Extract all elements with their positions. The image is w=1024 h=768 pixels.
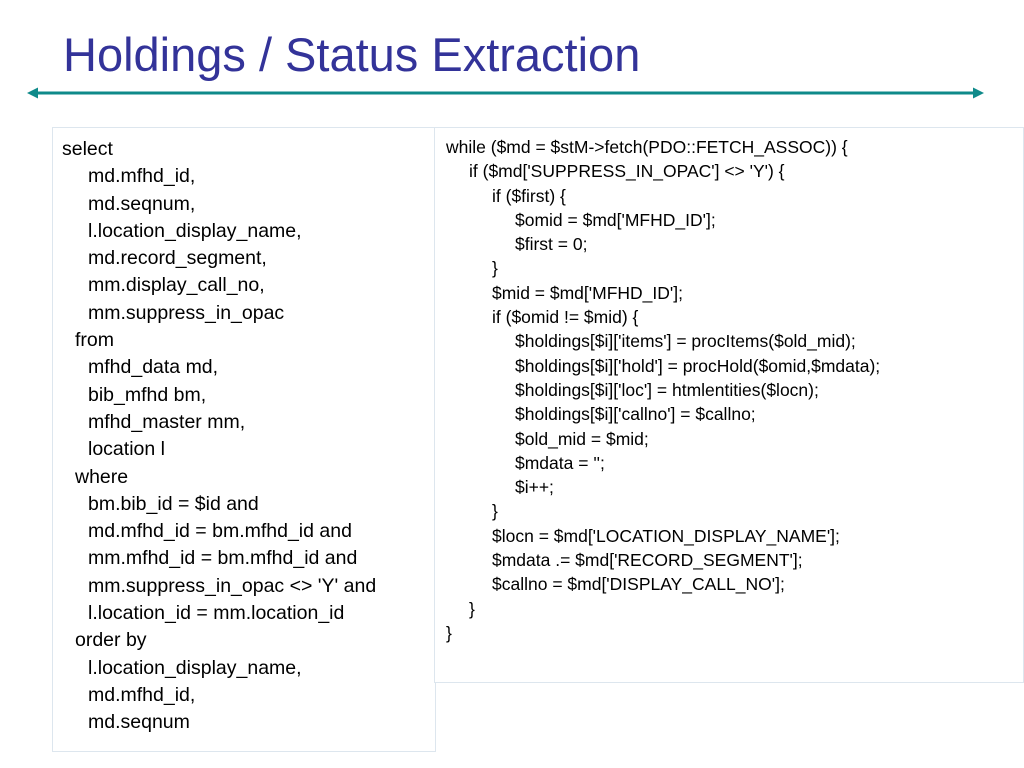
sql-code-line: l.location_display_name, [88, 219, 302, 242]
sql-code-line: mm.suppress_in_opac <> 'Y' and [88, 574, 377, 597]
php-code-line: $locn = $md['LOCATION_DISPLAY_NAME']; [492, 525, 840, 546]
slide-title: Holdings / Status Extraction [63, 28, 641, 81]
title-divider [27, 86, 984, 100]
php-code-line: $mdata = ''; [515, 452, 605, 473]
php-code-line: $mid = $md['MFHD_ID']; [492, 282, 683, 303]
sql-code-line: l.location_id = mm.location_id [88, 602, 345, 625]
sql-code-line: md.seqnum, [88, 192, 196, 215]
sql-code-line: from [75, 329, 114, 352]
php-code-line: $first = 0; [515, 234, 588, 255]
sql-code-line: location l [88, 438, 165, 461]
php-code-box [434, 127, 1024, 683]
sql-code-line: mm.suppress_in_opac [88, 301, 285, 324]
php-code-line: $holdings[$i]['loc'] = htmlentities($locn); [515, 379, 819, 400]
sql-code-line: bib_mfhd bm, [88, 383, 207, 406]
php-code-line: $i++; [515, 477, 554, 498]
php-code-line: $holdings[$i]['callno'] = $callno; [515, 404, 756, 425]
divider-left-arrowhead [27, 88, 38, 99]
sql-code-line: md.record_segment, [88, 247, 267, 270]
sql-code-line: md.mfhd_id = bm.mfhd_id and [88, 520, 352, 543]
sql-code-line: mfhd_data md, [88, 356, 219, 379]
php-code-line: } [492, 258, 498, 279]
php-code-line: $mdata .= $md['RECORD_SEGMENT']; [492, 550, 803, 571]
php-code-line: $callno = $md['DISPLAY_CALL_NO']; [492, 574, 785, 595]
sql-code-line: md.mfhd_id, [88, 683, 196, 706]
php-code-line: } [446, 622, 452, 643]
php-code-line: $old_mid = $mid; [515, 428, 649, 449]
php-code-line: if ($omid != $mid) { [492, 307, 639, 328]
sql-code-line: where [75, 465, 129, 488]
php-code-line: $holdings[$i]['hold'] = procHold($omid,$mdata); [515, 355, 881, 376]
php-code-line: } [469, 598, 475, 619]
sql-code-line: order by [75, 629, 147, 652]
sql-code-line: mm.display_call_no, [88, 274, 265, 297]
php-code-line: $holdings[$i]['items'] = procItems($old_mid); [515, 331, 856, 352]
sql-code-line: mfhd_master mm, [88, 410, 246, 433]
sql-code-line: select [62, 138, 113, 160]
php-code-line: } [492, 501, 498, 522]
sql-code-line: l.location_display_name, [88, 656, 302, 679]
sql-query-box [52, 127, 436, 752]
divider-right-arrowhead [973, 88, 984, 99]
sql-code-line: bm.bib_id = $id and [88, 492, 259, 515]
php-code-line: if ($md['SUPPRESS_IN_OPAC'] <> 'Y') { [469, 161, 785, 182]
sql-code-line: md.seqnum [88, 711, 190, 734]
php-code-line: while ($md = $stM->fetch(PDO::FETCH_ASSOC)) { [446, 137, 848, 157]
sql-code-line: mm.mfhd_id = bm.mfhd_id and [88, 547, 358, 570]
php-code-line: if ($first) { [492, 185, 566, 206]
php-code-line: $omid = $md['MFHD_ID']; [515, 209, 716, 230]
sql-code-line: md.mfhd_id, [88, 165, 196, 188]
